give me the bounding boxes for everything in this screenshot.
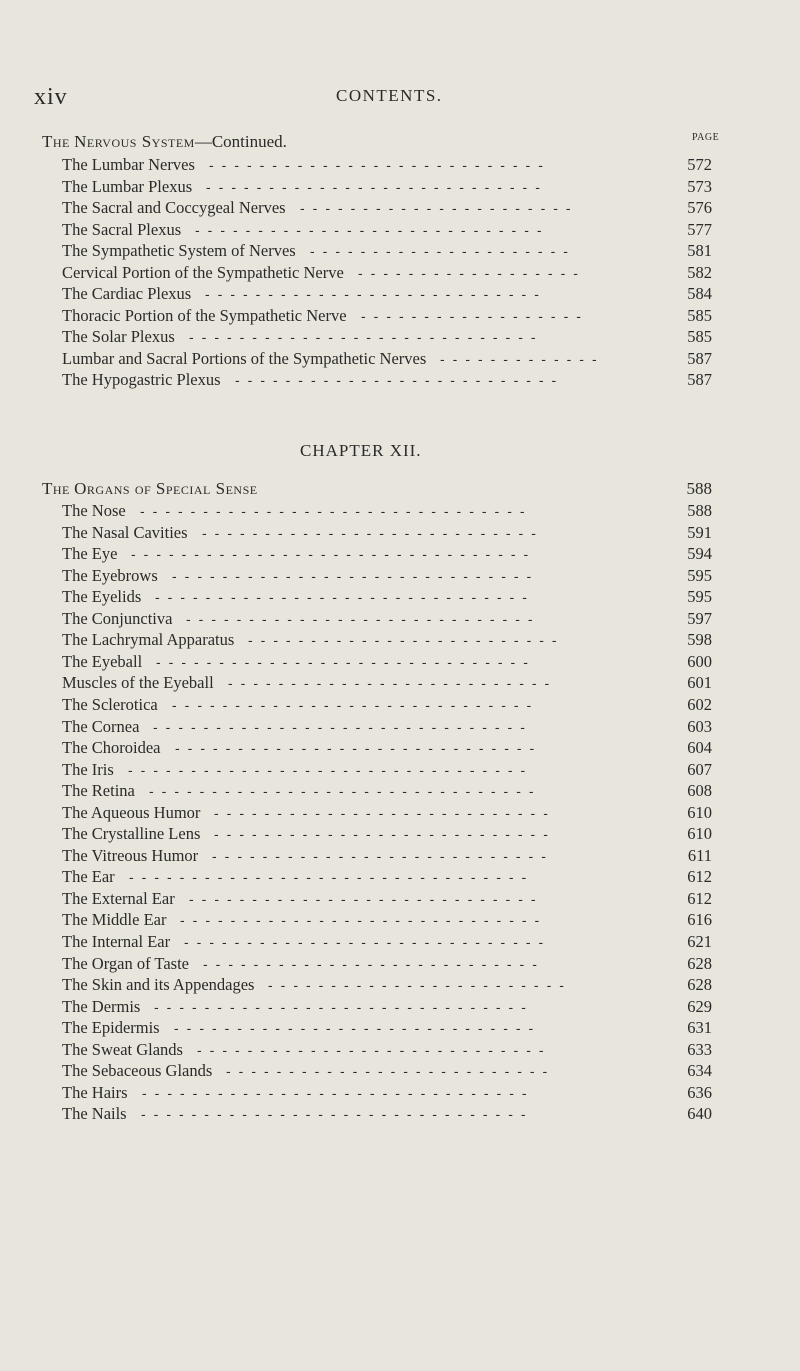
toc-entry-title: The Nose [62,501,126,520]
toc-entry [62,262,712,284]
toc-entry-title: The Crystalline Lens [62,824,201,844]
toc-entry-title: The Eyelids [62,587,142,607]
toc-entry [62,326,712,348]
section-heading-nervous-system [42,132,287,152]
dot-leader: ----------------------------- [180,912,548,929]
toc-entry-title: The Nasal Cavities [62,522,188,542]
toc-entry-title: Cervical Portion of the Sympathetic Nerve [62,262,344,282]
toc-entry [62,154,712,176]
page-column-label: PAGE [692,132,720,143]
toc-entry [62,716,712,738]
toc-entry-page: 594 [687,544,712,564]
toc-entry [62,888,712,910]
toc-entry [62,283,712,305]
toc-entry-title: The Retina [62,781,135,801]
toc-entry-page: 604 [687,738,712,758]
toc-entry [62,1017,712,1039]
toc-entry-title: The Conjunctiva [62,608,173,628]
toc-entry [62,543,712,565]
dot-leader: ------------------ [358,264,586,281]
toc-entry-title: The Ear [62,867,115,887]
toc-entry [62,348,712,370]
toc-entry [62,996,712,1018]
toc-entry-page: 595 [687,587,712,607]
toc-entry-title: The Eyeball [62,651,143,671]
toc-entry-page: 634 [687,1061,712,1081]
toc-entry-title: The Epidermis [62,1018,160,1038]
toc-entry-title: The Sclerotica [62,694,158,714]
toc-entry-page: 602 [687,694,712,714]
toc-entry-page: 640 [687,1104,712,1124]
toc-entry-title: The Hypogastric Plexus [62,370,221,389]
dot-leader: ----------------------------- [172,567,540,584]
toc-entry-page: 633 [687,1039,712,1059]
toc-entry-title: The Middle Ear [62,910,167,930]
toc-entry-page: 608 [687,781,712,801]
toc-entry-title: The Lumbar Nerves [62,155,195,174]
toc-entry-page: 572 [687,155,712,174]
section-heading-page: 588 [686,479,712,498]
toc-entry [62,565,712,587]
toc-entry-title: The Lumbar Plexus [62,176,193,196]
dot-leader: --------------------------- [209,157,551,173]
toc-entry-page: 616 [687,910,712,930]
toc-entry [62,219,712,241]
dot-leader: ----------------------------- [174,1020,542,1037]
toc-entry-title: The Eyebrows [62,565,158,585]
toc-entry-page: 598 [687,630,712,650]
toc-entry-title: Muscles of the Eyeball [62,673,214,693]
toc-entry [62,651,712,673]
toc-entry [62,672,712,694]
toc-entry [62,240,712,262]
dot-leader: -------------------------------- [131,546,537,563]
dot-leader: --------------------------- [202,524,544,541]
toc-entry [62,586,712,608]
toc-entry [62,1039,712,1061]
toc-entry-page: 576 [687,198,712,217]
dot-leader: ------------------------------- [140,503,533,519]
toc-entry-page: 611 [687,845,712,865]
toc-entry [62,780,712,802]
dot-leader: ------------------------------ [154,998,534,1015]
dot-leader: ----------------------------- [175,740,543,757]
toc-entry [62,737,712,759]
toc-entry-title: The External Ear [62,888,175,908]
dot-leader: ------------------------- [248,632,565,649]
toc-entry-title: The Skin and its Appendages [62,975,255,995]
dot-leader: -------------------------- [226,1063,556,1080]
toc-entry-title: Lumbar and Sacral Portions of the Sympathetic Nerves [62,348,427,368]
toc-entry-page: 601 [687,673,712,693]
dot-leader: --------------------------- [205,286,547,302]
toc-entry-page: 636 [687,1082,712,1102]
toc-entry-page: 573 [687,176,712,196]
section-heading-title: Organs of Special Sense [74,479,258,498]
dot-leader: ------------------------------ [155,589,535,606]
toc-entry-title: The Sweat Glands [62,1039,183,1059]
dot-leader: --------------------------- [203,955,545,972]
dot-leader: -------------------------- [235,372,565,388]
toc-entry [62,176,712,198]
chapter-heading: CHAPTER XII. [300,441,422,460]
toc-entry-page: 631 [687,1018,712,1038]
toc-entry [62,1082,712,1104]
toc-entry-page: 628 [687,975,712,995]
toc-entry-title: The Iris [62,759,114,779]
dot-leader: ------------------------ [268,977,572,994]
toc-entry-title: The Dermis [62,996,141,1016]
toc-entry-title: The Internal Ear [62,932,171,951]
dot-leader: --------------------------- [214,804,556,821]
toc-entry-page: 612 [687,867,712,887]
page-number: xiv [34,84,68,110]
dot-leader: --------------------------- [206,178,548,195]
toc-entry [62,369,712,391]
toc-entry-page: 581 [687,241,712,260]
section-heading-special-sense [42,479,712,501]
toc-entry [62,931,712,953]
toc-entry-page: 587 [687,348,712,368]
dot-leader: --------------------------- [212,847,554,864]
toc-entry-page: 588 [687,501,712,520]
dot-leader: -------------------------------- [129,869,535,886]
dot-leader: ---------------------- [300,200,579,216]
dot-leader: ---------------------------- [189,890,544,907]
dot-leader: ---------------------------- [189,329,544,345]
toc-entry-title: The Hairs [62,1082,128,1102]
running-title: CONTENTS. [336,86,443,105]
toc-entry [62,629,712,651]
toc-entry-page: 612 [687,888,712,908]
toc-entry-page: 585 [687,327,712,346]
toc-entry-title: The Sacral Plexus [62,219,182,239]
toc-entry-page: 591 [687,522,712,542]
toc-entry [62,1060,712,1082]
toc-entry [62,823,712,845]
dot-leader: ------------------------------ [153,718,533,735]
toc-entry [62,845,712,867]
toc-entry-page: 600 [687,651,712,671]
toc-entry-title: The Sympathetic System of Nerves [62,241,296,260]
toc-entry [62,974,712,996]
toc-entry [62,1103,712,1125]
toc-entry [62,802,712,824]
dot-leader: -------------------------------- [128,761,534,778]
toc-entry-title: The Lachrymal Apparatus [62,630,235,650]
toc-entry [62,909,712,931]
toc-entry-page: 582 [687,262,712,282]
dot-leader: ----------------------------- [172,696,540,713]
dot-leader: ------------------------------ [156,653,536,670]
section-heading-suffix: —Continued. [194,132,287,151]
toc-entry-page: 585 [687,305,712,325]
toc-entry [62,608,712,630]
toc-entry [62,694,712,716]
toc-entry-page: 621 [687,932,712,951]
dot-leader: ---------------------------- [195,221,550,238]
toc-entry-title: The Aqueous Humor [62,802,201,822]
toc-entry-title: The Choroidea [62,738,161,758]
toc-entry-page: 610 [687,824,712,844]
toc-entry-title: The Eye [62,544,118,564]
toc-entry [62,197,712,219]
section-heading-prefix: The [42,132,70,151]
toc-entry [62,500,712,522]
toc-entry-page: 577 [687,219,712,239]
toc-entry-title: The Sacral and Coccygeal Nerves [62,198,286,217]
toc-entry-page: 628 [687,953,712,973]
toc-entry-page: 595 [687,565,712,585]
toc-entry-title: The Cornea [62,716,140,736]
dot-leader: --------------------- [310,243,576,259]
toc-entry-title: The Organ of Taste [62,953,189,973]
dot-leader: ------------------------------- [149,783,542,800]
dot-leader: --------------------------- [214,826,556,843]
toc-entry-title: The Cardiac Plexus [62,284,192,303]
dot-leader: ------------- [440,350,605,367]
section-heading-prefix: The [42,479,70,498]
dot-leader: ------------------------------- [141,1106,534,1123]
dot-leader: ------------------------------- [142,1084,535,1101]
toc-entry-page: 610 [687,802,712,822]
dot-leader: ------------------ [361,307,589,324]
toc-entry-page: 597 [687,608,712,628]
toc-entry [62,759,712,781]
toc-entry-page: 587 [687,370,712,389]
toc-entry-title: Thoracic Portion of the Sympathetic Nerve [62,305,347,325]
toc-entry-title: The Nails [62,1104,127,1124]
dot-leader: ---------------------------- [186,610,541,627]
toc-entry-title: The Sebaceous Glands [62,1061,213,1081]
dot-leader: ---------------------------- [197,1041,552,1058]
toc-entry-title: The Vitreous Humor [62,845,199,865]
toc-entry-page: 584 [687,284,712,303]
toc-entry-page: 629 [687,996,712,1016]
toc-entry-title: The Solar Plexus [62,327,175,346]
toc-entry [62,522,712,544]
toc-entry [62,305,712,327]
dot-leader: -------------------------- [228,675,558,692]
toc-entry-page: 607 [687,759,712,779]
section-heading-title: Nervous System [74,132,195,151]
toc-entry [62,866,712,888]
dot-leader: ----------------------------- [184,934,552,950]
toc-entry-page: 603 [687,716,712,736]
toc-entry [62,953,712,975]
